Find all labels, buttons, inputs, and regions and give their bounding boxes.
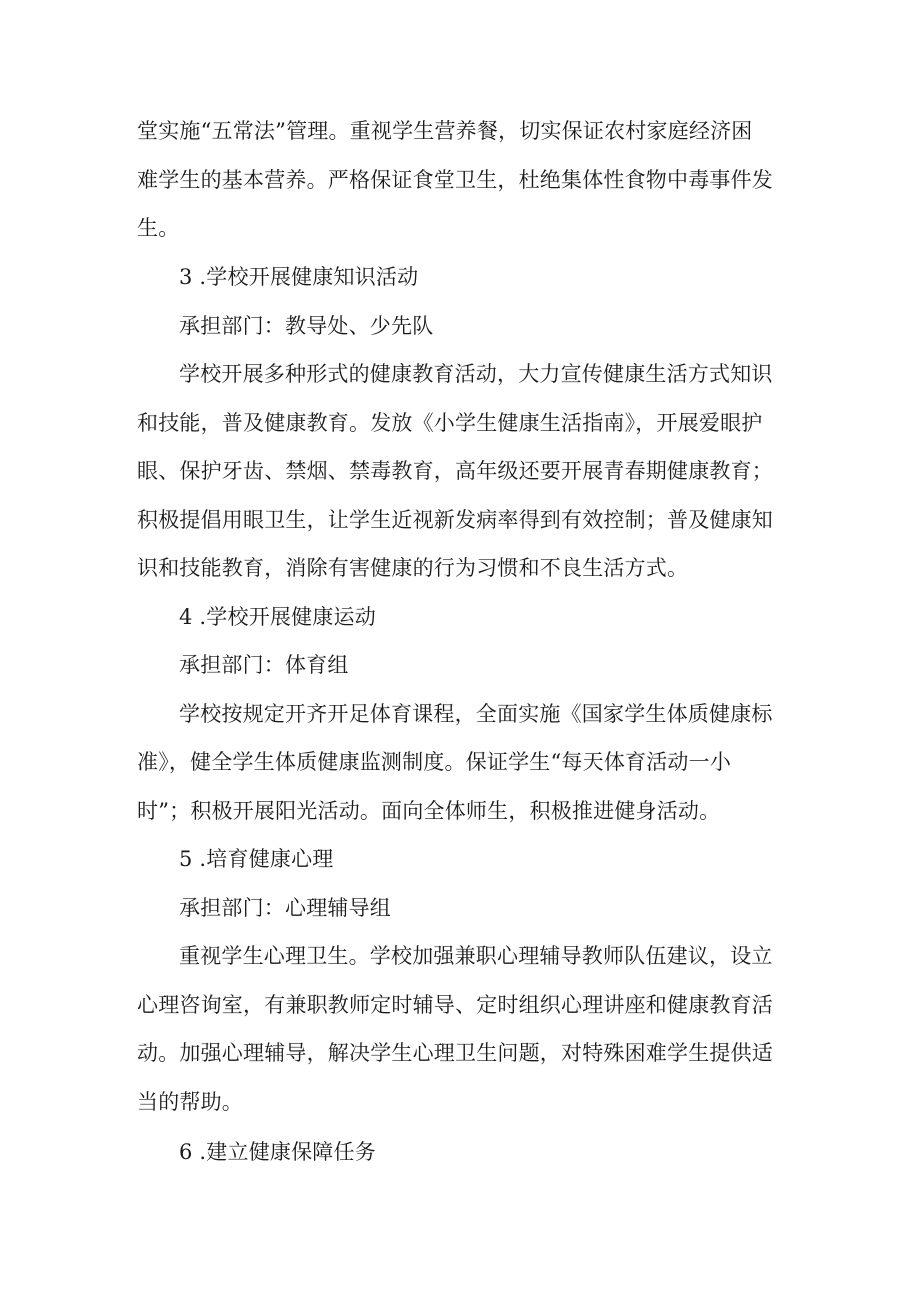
paragraph-line: 积极提倡用眼卫生，让学生近视新发病率得到有效控制；普及健康知 <box>137 508 773 532</box>
section-heading: 3 .学校开展健康知识活动 <box>179 265 419 289</box>
paragraph-line: 时”；积极开展阳光活动。面向全体师生，积极推进健身活动。 <box>137 799 721 823</box>
paragraph-line: 眼、保护牙齿、禁烟、禁毒教育，高年级还要开展青春期健康教育； <box>137 459 773 483</box>
department-line: 承担部门：教导处、少先队 <box>179 314 434 338</box>
paragraph-line: 当的帮助。 <box>137 1090 243 1114</box>
section-heading: 4 .学校开展健康运动 <box>179 605 376 629</box>
paragraph-line: 生。 <box>137 216 180 240</box>
section-heading: 5 .培育健康心理 <box>179 847 334 871</box>
department-line: 承担部门：心理辅导组 <box>179 896 391 920</box>
paragraph-line: 堂实施“五常法”管理。重视学生营养餐，切实保证农村家庭经济困 <box>137 119 753 143</box>
paragraph-line: 动。加强心理辅导，解决学生心理卫生问题，对特殊困难学生提供适 <box>137 1041 773 1065</box>
paragraph-line: 和技能，普及健康教育。发放《小学生健康生活指南》，开展爱眼护 <box>137 411 763 435</box>
department-line: 承担部门：体育组 <box>179 653 349 677</box>
paragraph-line: 心理咨询室，有兼职教师定时辅导、定时组织心理讲座和健康教育活 <box>137 993 773 1017</box>
paragraph-line: 准》，健全学生体质健康监测制度。保证学生“每天体育活动一小 <box>137 750 732 774</box>
paragraph-line: 难学生的基本营养。严格保证食堂卫生，杜绝集体性食物中毒事件发 <box>137 168 773 192</box>
section-heading: 6 .建立健康保障任务 <box>179 1140 376 1164</box>
paragraph-line: 学校开展多种形式的健康教育活动，大力宣传健康生活方式知识 <box>179 362 773 386</box>
paragraph-line: 重视学生心理卫生。学校加强兼职心理辅导教师队伍建议，设立 <box>179 944 773 968</box>
paragraph-line: 识和技能教育，消除有害健康的行为习惯和不良生活方式。 <box>137 556 689 580</box>
paragraph-line: 学校按规定开齐开足体育课程，全面实施《国家学生体质健康标 <box>179 702 773 726</box>
